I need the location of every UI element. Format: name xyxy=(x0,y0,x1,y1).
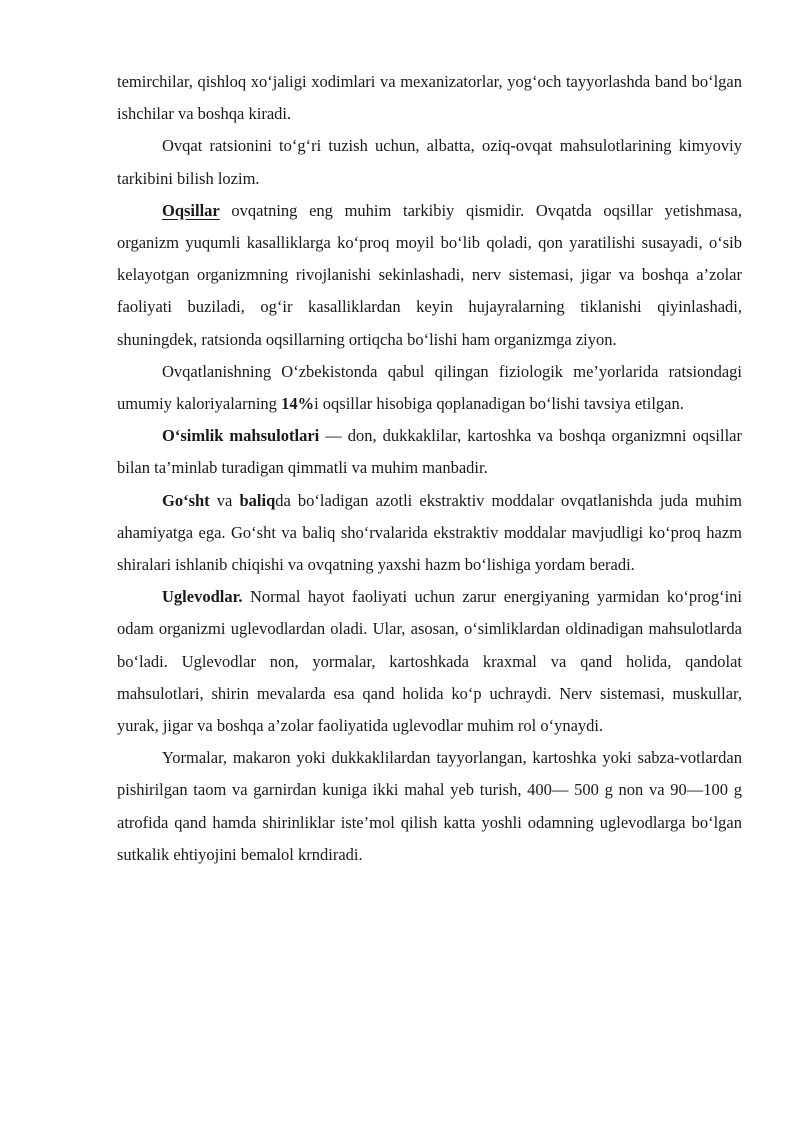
paragraph-text: — don, dukkaklilar, kartoshka va boshqa organizmni oqsillar bilan ta’minlab turadigan qimmatli va muhim manbadir. xyxy=(117,426,742,478)
paragraph-text: Normal hayot faoliyati uchun zarur energiyaning yarmidan ko‘prog‘ini odam organizmi uglevodlardan oladi. Ular, asosan, o‘simliklardan oldinadigan mahsulotlarda bo‘ladi. Uglevodlar non, yormalar, kartoshkada kraxmal va qand holida, qandolat mahsulotlari, shirin mevalarda esa qand holida ko‘p uchraydi. Nerv sistemasi, muskullar, yurak, jigar va boshqa a’zolar faoliyatida uglevodlar muhim rol o‘ynaydi. xyxy=(117,587,742,736)
paragraph-plant-products xyxy=(117,420,742,484)
paragraph-carbohydrates xyxy=(117,581,742,742)
percentage-highlight: 14% xyxy=(281,394,315,414)
paragraph-text: temirchilar, qishloq xo‘jaligi xodimlari va mexanizatorlar, yog‘och tayyorlashda band bo‘lgan ishchilar va boshqa kiradi. xyxy=(117,72,742,124)
term-fish: baliq xyxy=(239,490,276,510)
term-proteins: Oqsillar xyxy=(162,200,220,220)
paragraph-text: Ovqat ratsionini to‘g‘ri tuzish uchun, albatta, oziq-ovqat mahsulotlarining kimyoviy tarkibini bilish lozim. xyxy=(117,136,742,188)
term-carbohydrates: Uglevodlar. xyxy=(162,587,243,607)
paragraph-physiological-norms xyxy=(117,356,742,420)
paragraph-text: i oqsillar hisobiga qoplanadigan bo‘lishi tavsiya etilgan. xyxy=(314,394,684,414)
paragraph-daily-needs xyxy=(117,742,742,871)
paragraph-text: ovqatning eng muhim tarkibiy qismidir. Ovqatda oqsillar yetishmasa, organizm yuqumli kasalliklarga ko‘proq moyil bo‘lib qoladi, qon yaratilishi susayadi, o‘sib kelayotgan organizmning rivojlanishi sekinlashadi, nerv sistemasi, jigar va boshqa a’zolar faoliyati buziladi, og‘ir kasalliklardan keyin hujayralarning tiklanishi qiyinlashadi, shuningdek, ratsionda oqsillarning ortiqcha bo‘lishi ham organizmga ziyon. xyxy=(117,200,742,349)
term-plant-products: O‘simlik mahsulotlari xyxy=(162,426,320,446)
paragraph-connector: va xyxy=(209,490,240,510)
paragraph-proteins xyxy=(117,195,742,356)
paragraph-workers-continuation xyxy=(117,66,742,130)
paragraph-text: Ovqatlanishning O‘zbekistonda qabul qilingan fiziologik me’yorlarida ratsiondagi umumiy kaloriyalarning xyxy=(117,361,742,414)
paragraph-diet-composition xyxy=(117,130,742,194)
paragraph-text: da bo‘ladigan azotli ekstraktiv moddalar ovqatlanishda juda muhim ahamiyatga ega. Go‘sht va baliq sho‘rvalarida ekstraktiv moddalar mavjudligi ko‘proq hazm shiralari ishlanib chiqishi va ovqatning yaxshi hazm bo‘lishiga yordam beradi. xyxy=(117,490,742,575)
paragraph-text: Yormalar, makaron yoki dukkaklilardan tayyorlangan, kartoshka yoki sabza-votlardan pishirilgan taom va garnirdan kuniga ikki mahal yeb turish, 400— 500 g non va 90—100 g atrofida qand hamda shirinliklar iste’mol qilish katta yoshli odamning uglevodlarga bo‘lgan sutkalik ehtiyojini bemalol krndiradi. xyxy=(117,748,742,864)
term-meat: Go‘sht xyxy=(162,490,210,510)
paragraph-meat-fish xyxy=(117,485,742,582)
document-page xyxy=(117,66,742,871)
